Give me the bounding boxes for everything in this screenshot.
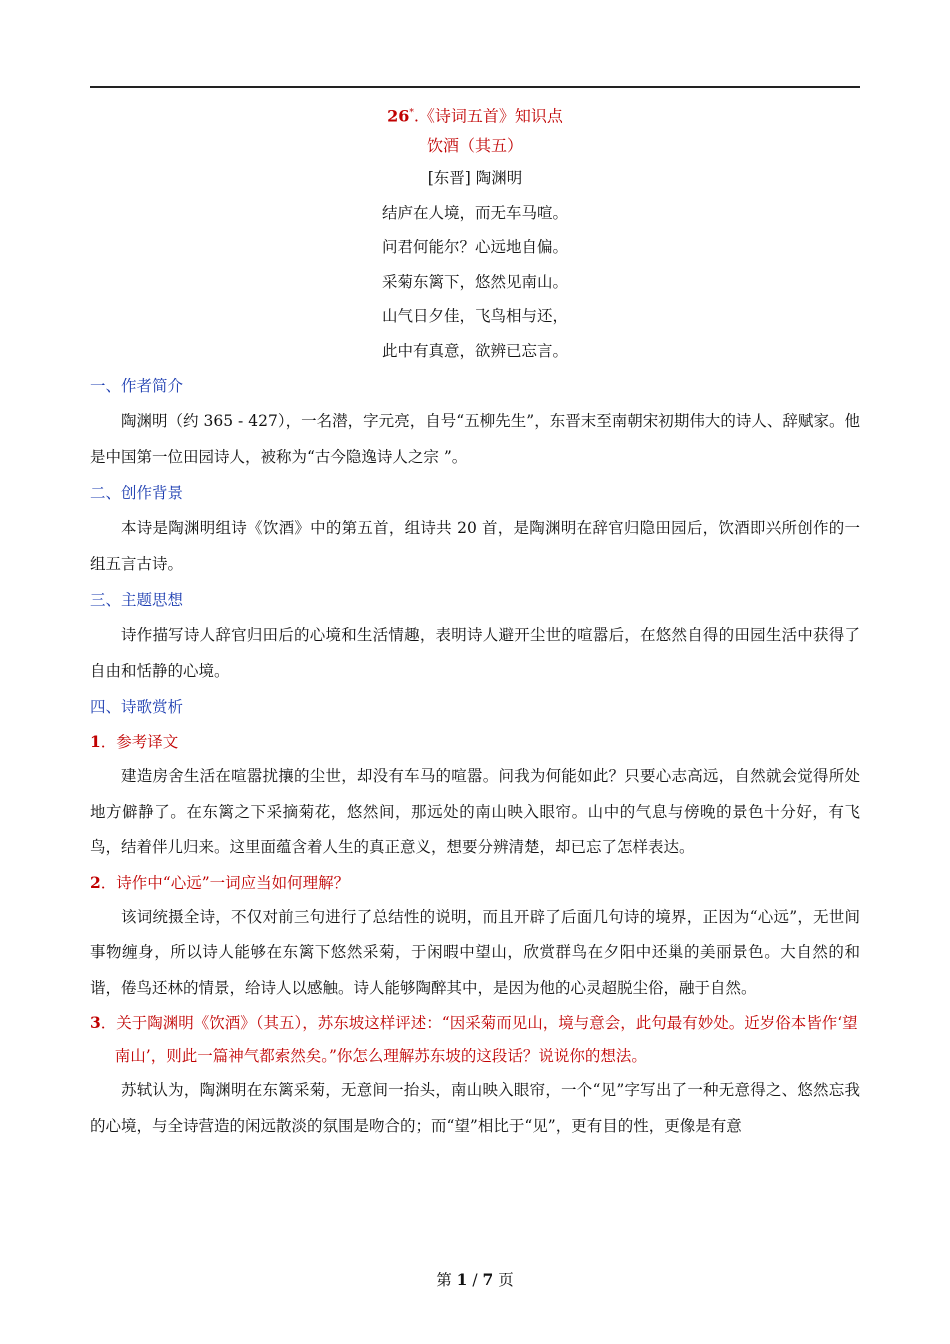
- question-3-text: 苏轼认为，陶渊明在东篱采菊，无意间一抬头，南山映入眼帘，一个“见”字写出了一种无意得之、悠然忘我的心境，与全诗营造的闲远散淡的氛围是吻合的；而“望”相比于“见”，更有目的性，更像是有意: [90, 1081, 860, 1135]
- poem-line: 此中有真意，欲辨已忘言。: [381, 341, 568, 360]
- question-2-text: 该词统摄全诗，不仅对前三句进行了总结性的说明，而且开辟了后面几句诗的境界，正因为“心远”，无世间事物缠身，所以诗人能够在东篱下悠然采菊，于闲暇中望山，欣赏群鸟在夕阳中还巢的美丽景色。大自然的和谐，倦鸟还林的情景，给诗人以感触。诗人能够陶醉其中，是因为他的心灵超脱尘俗，融于自然。: [90, 907, 860, 997]
- document-title: 26*.《诗词五首》知识点: [387, 106, 563, 126]
- section-text-theme: 诗作描写诗人辞官归田后的心境和生活情趣，表明诗人避开尘世的喧嚣后，在悠然自得的田园生活中获得了自由和恬静的心境。: [90, 626, 860, 680]
- header-rule: [90, 86, 860, 88]
- poem-line: 问君何能尔？心远地自偏。: [381, 238, 568, 257]
- poem-line: 采菊东篱下，悠然见南山。: [381, 272, 568, 291]
- poem-title: 饮酒（其五）: [426, 136, 523, 156]
- section-text-background: 本诗是陶渊明组诗《饮酒》中的第五首，组诗共 20 首，是陶渊明在辞官归隐田园后，饮酒即兴所创作的一组五言古诗。: [90, 519, 860, 573]
- question-1-text: 建造房舍生活在喧嚣扰攘的尘世，却没有车马的喧嚣。问我为何能如此？只要心志高远，自然就会觉得所处地方僻静了。在东篱之下采摘菊花，悠然间，那远处的南山映入眼帘。山中的气息与傍晚的景色十分好，有飞鸟，结着伴儿归来。这里面蕴含着人生的真正意义，想要分辨清楚，却已忘了怎样表达。: [90, 767, 860, 857]
- section-heading-author: 一、作者简介: [90, 377, 184, 396]
- page-footer: 第 1 / 7 页: [436, 1270, 514, 1289]
- poem-line: 结庐在人境，而无车马喧。: [381, 203, 568, 222]
- section-text-author: 陶渊明（约 365 - 427），一名潜，字元亮，自号“五柳先生”，东晋末至南朝宋初期伟大的诗人、辞赋家。他是中国第一位田园诗人，被称为“古今隐逸诗人之宗 ”。: [90, 412, 860, 466]
- poem-author: [东晋] 陶渊明: [427, 169, 523, 188]
- question-1-heading: 1．参考译文: [90, 732, 179, 752]
- document-page: [90, 98, 860, 1144]
- section-heading-background: 二、创作背景: [90, 484, 184, 503]
- poem-line: 山气日夕佳，飞鸟相与还，: [381, 307, 568, 326]
- section-heading-appreciation: 四、诗歌赏析: [90, 698, 184, 717]
- section-heading-theme: 三、主题思想: [90, 591, 184, 610]
- question-3-heading: 3．关于陶渊明《饮酒》（其五），苏东坡这样评述：“因采菊而见山，境与意会，此句最有妙处。近岁俗本皆作‘望南山’，则此一篇神气都索然矣。”你怎么理解苏东坡的这段话？说说你的想法。: [90, 1013, 858, 1066]
- question-2-heading: 2．诗作中“心远”一词应当如何理解？: [90, 872, 350, 892]
